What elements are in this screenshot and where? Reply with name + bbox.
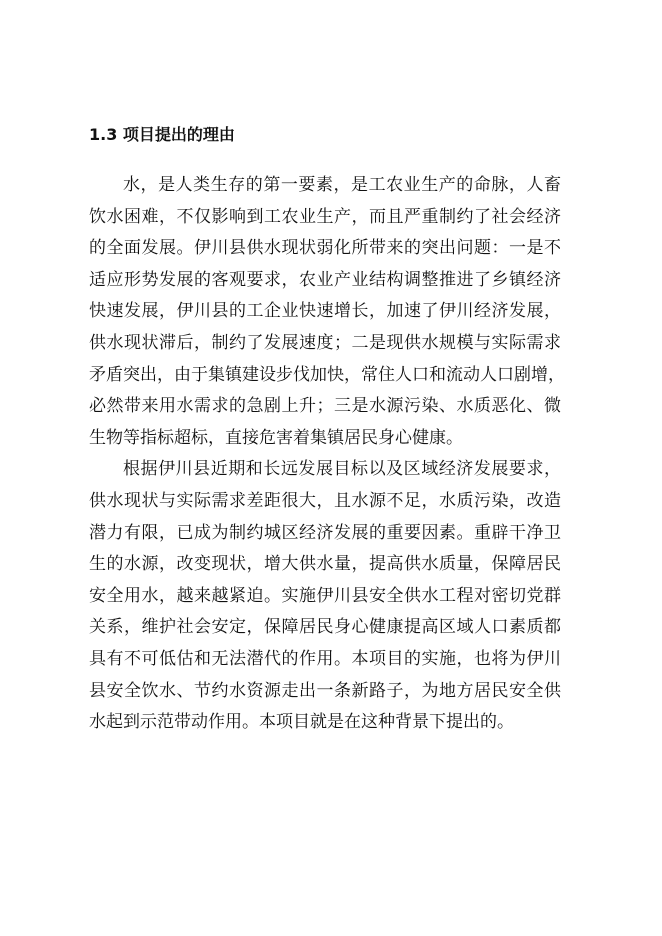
paragraph-line: 生的水源，改变现状，增大供水量，提高供水质量，保障居民	[89, 554, 561, 575]
paragraph-line: 县安全饮水、节约水资源走出一条新路子，为地方居民安全供	[89, 680, 561, 701]
paragraph-line: 生物等指标超标，直接危害着集镇居民身心健康。	[89, 427, 463, 448]
paragraph-line: 矛盾突出，由于集镇建设步伐加快，常住人口和流动人口剧增，	[89, 364, 565, 385]
paragraph-line: 快速发展，伊川县的工企业快速增长，加速了伊川经济发展，	[89, 301, 561, 322]
paragraph-line: 具有不可低估和无法潜代的作用。本项目的实施，也将为伊川	[89, 648, 561, 669]
paragraph-1	[89, 170, 565, 454]
paragraph-line: 供水现状滞后，制约了发展速度；二是现供水规模与实际需求	[89, 332, 561, 353]
paragraph-line: 饮水困难，不仅影响到工农业生产，而且严重制约了社会经济	[89, 206, 561, 227]
paragraph-2	[89, 454, 561, 738]
paragraph-line: 必然带来用水需求的急剧上升；三是水源污染、水质恶化、微	[89, 396, 561, 417]
paragraph-line: 关系，维护社会安定，保障居民身心健康提高区域人口素质都	[89, 617, 561, 638]
paragraph-line: 的全面发展。伊川县供水现状弱化所带来的突出问题：一是不	[89, 238, 561, 259]
paragraph-line: 适应形势发展的客观要求，农业产业结构调整推进了乡镇经济	[89, 269, 561, 290]
paragraph-line: 水，是人类生存的第一要素，是工农业生产的命脉，人畜	[123, 175, 561, 195]
paragraph-line: 根据伊川县近期和长远发展目标以及区域经济发展要求，	[123, 459, 561, 480]
paragraph-line: 供水现状与实际需求差距很大，且水源不足，水质污染，改造	[89, 490, 561, 511]
paragraph-line: 潜力有限，已成为制约城区经济发展的重要因素。重辟干净卫	[89, 522, 561, 543]
body-text	[89, 170, 565, 739]
paragraph-line: 安全用水，越来越紧迫。实施伊川县安全供水工程对密切党群	[89, 585, 561, 606]
paragraph-line: 水起到示范带动作用。本项目就是在这种背景下提出的。	[89, 712, 514, 733]
section-heading: 1.3 项目提出的理由	[89, 125, 235, 144]
